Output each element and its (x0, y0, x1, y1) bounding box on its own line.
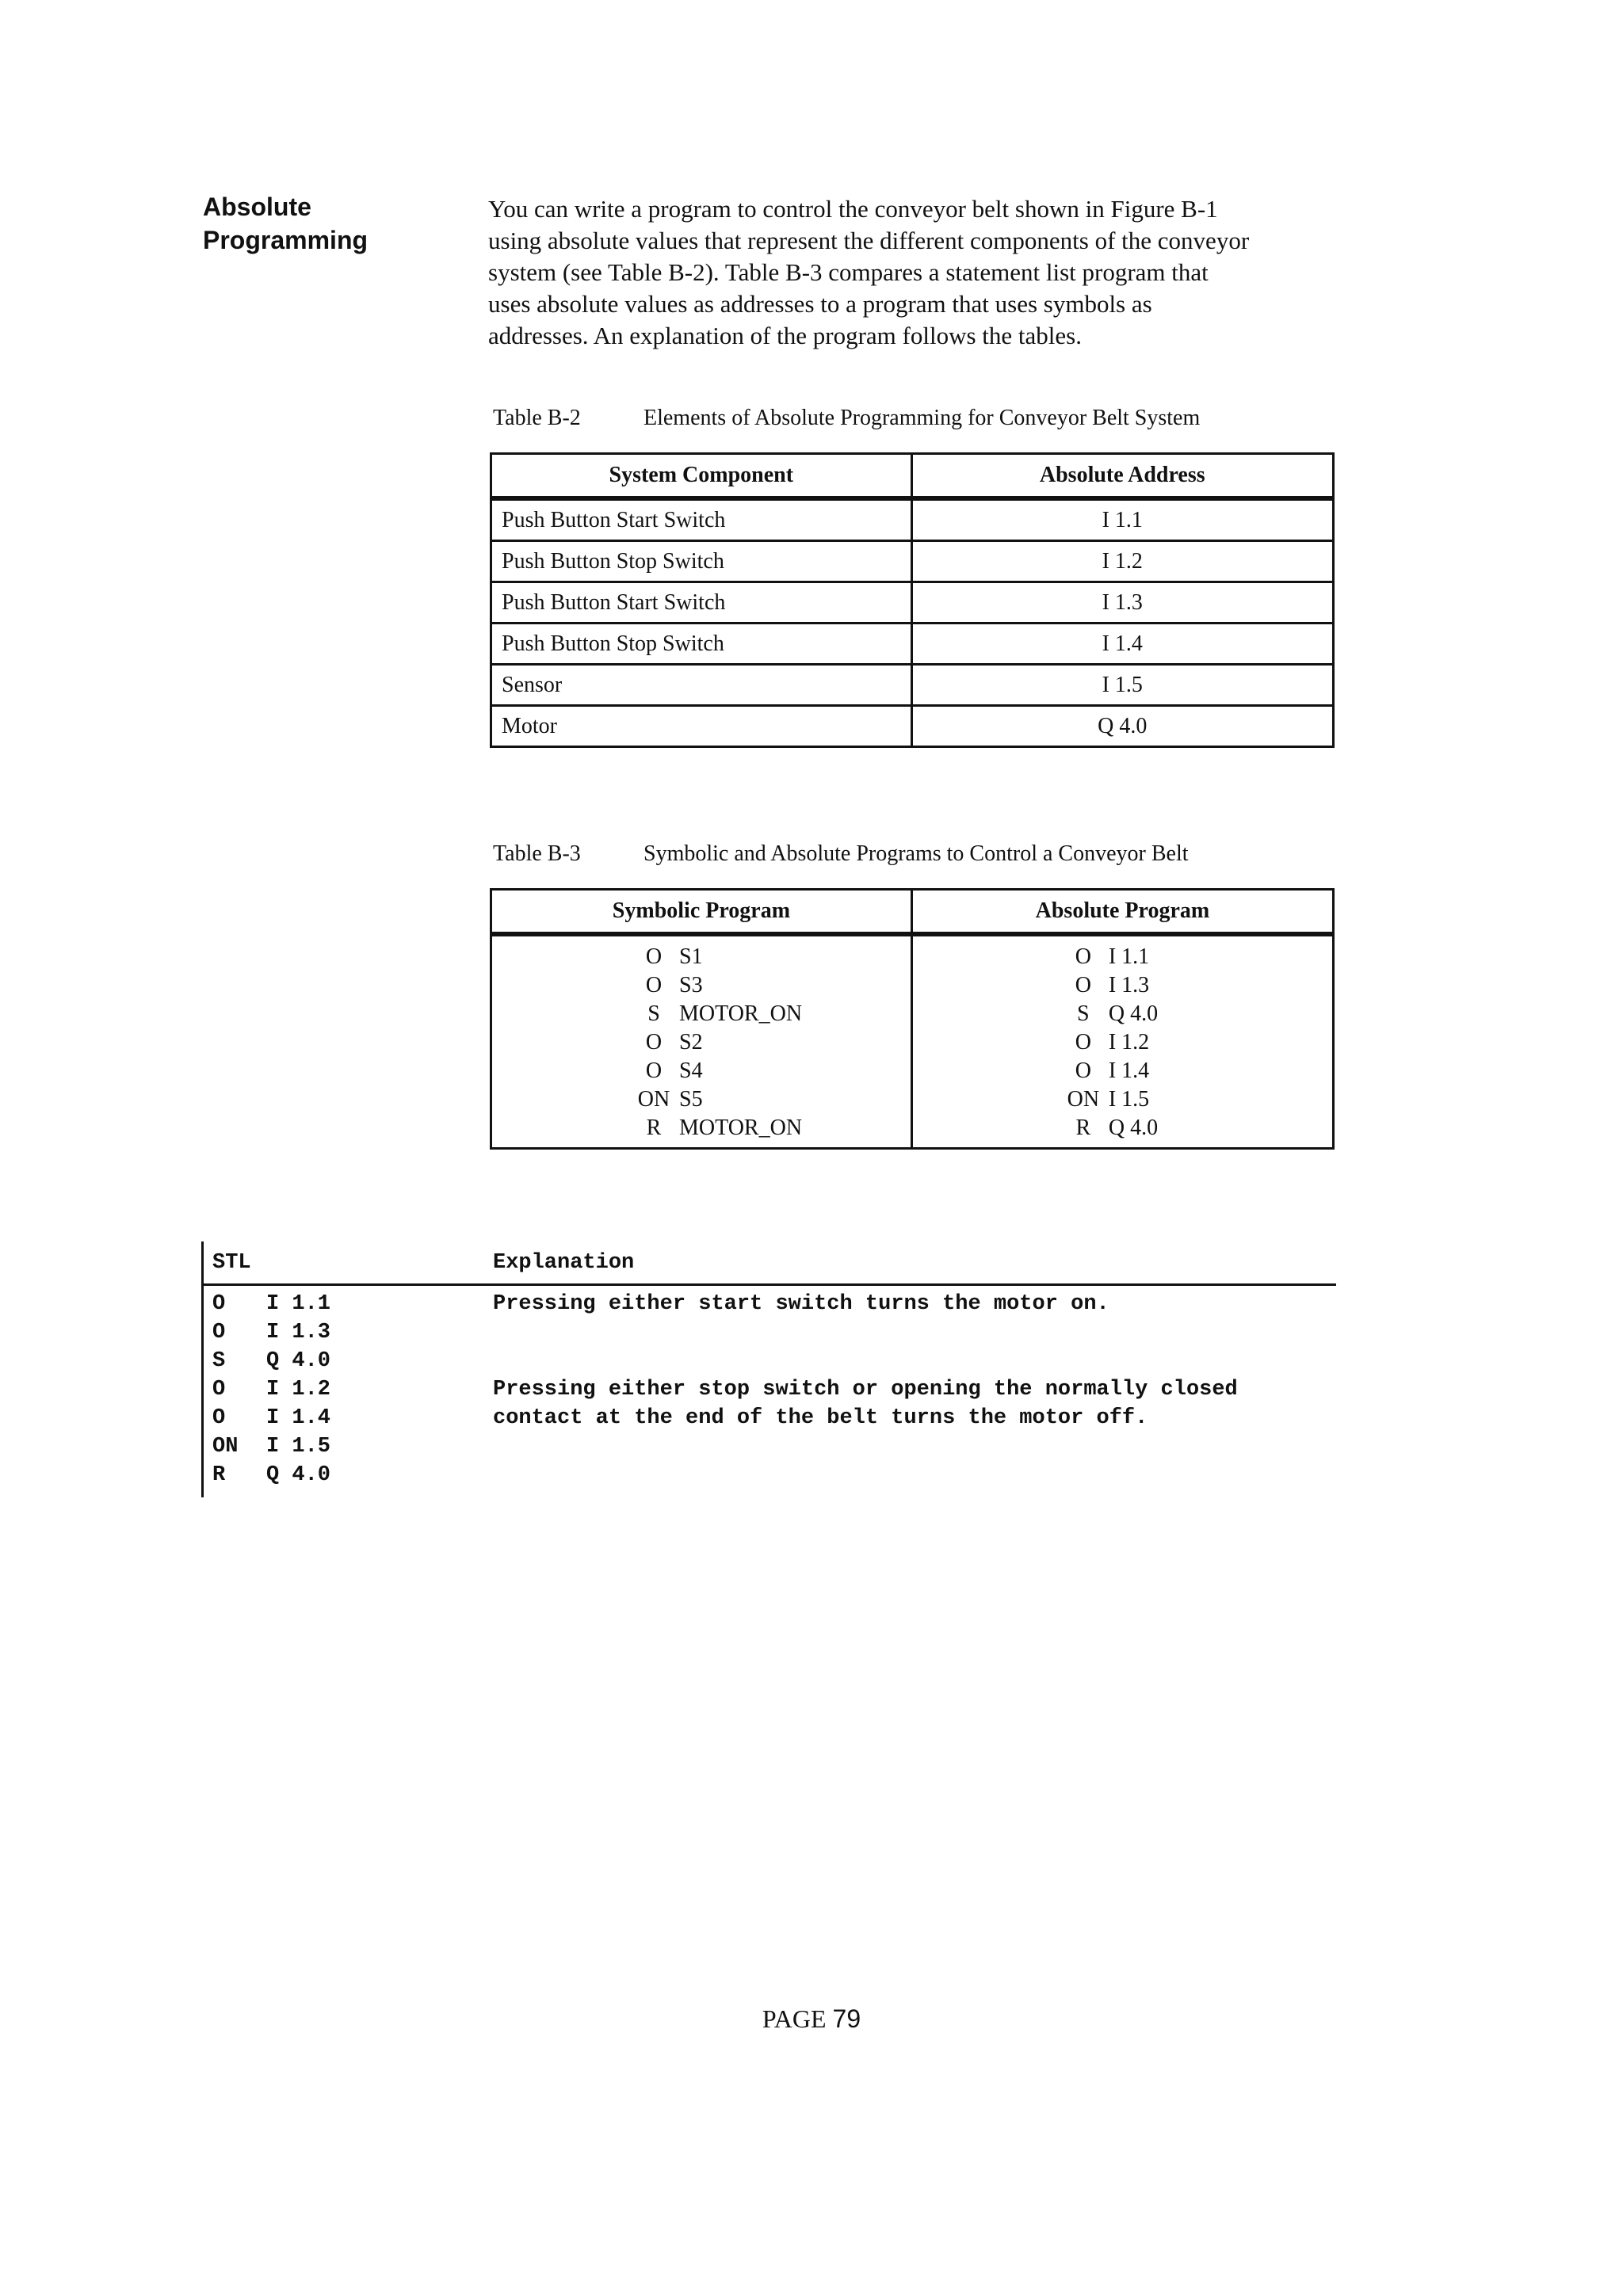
explanation-text: Pressing either stop switch or opening the normally closed (493, 1378, 1238, 1402)
table-b3-number: Table B-3 (493, 841, 581, 866)
system-component-cell: Push Button Start Switch (491, 582, 912, 624)
column-header: Absolute Address (911, 454, 1333, 499)
absolute-program-cell (911, 934, 1333, 1149)
absolute-address-cell: I 1.1 (911, 498, 1333, 541)
table-header-row (491, 890, 1334, 935)
program-line: O S2 (645, 1030, 703, 1055)
program-line: S MOTOR_ON (647, 1001, 803, 1026)
program-line: O I 1.2 (1075, 1030, 1150, 1055)
program-line: O I 1.3 (1075, 973, 1150, 997)
page-number-value: 79 (832, 2004, 861, 2033)
section-heading (203, 190, 368, 257)
program-line: R Q 4.0 (1075, 1116, 1159, 1140)
system-component-cell: Sensor (491, 665, 912, 706)
table-row (491, 582, 1334, 624)
explanation-text: contact at the end of the belt turns the motor off. (493, 1406, 1148, 1430)
page-label: PAGE (762, 2004, 827, 2033)
stl-line: ON I 1.5 (212, 1435, 331, 1459)
system-component-cell: Push Button Stop Switch (491, 541, 912, 582)
table-row (491, 624, 1334, 665)
table-row (491, 934, 1334, 1149)
stl-line: O I 1.1 (212, 1292, 331, 1316)
section-heading-line-1: Absolute (203, 193, 311, 221)
stl-line: R Q 4.0 (212, 1463, 331, 1487)
stl-line: S Q 4.0 (212, 1349, 331, 1373)
absolute-address-cell: I 1.2 (911, 541, 1333, 582)
table-row (491, 706, 1334, 747)
table-b3-caption (493, 841, 1189, 867)
explanation-text: Pressing either start switch turns the motor on. (493, 1292, 1109, 1316)
program-line: O S4 (645, 1058, 703, 1083)
program-line: ON I 1.5 (1067, 1087, 1150, 1112)
intro-line: uses absolute values as addresses to a program that uses symbols as (488, 290, 1152, 318)
section-heading-line-2: Programming (203, 226, 369, 254)
stl-header: STL (212, 1251, 251, 1275)
stl-line: O I 1.2 (212, 1378, 331, 1402)
system-component-cell: Motor (491, 706, 912, 747)
table-b2-caption (493, 406, 1200, 431)
program-line: O I 1.1 (1075, 944, 1150, 969)
table-b2 (490, 452, 1335, 748)
program-line: ON S5 (637, 1087, 703, 1112)
table-b3 (490, 888, 1335, 1150)
explanation-header: Explanation (493, 1251, 635, 1275)
program-line: O S1 (645, 944, 703, 969)
table-row (491, 665, 1334, 706)
page-number (0, 2004, 1623, 2034)
table-b3-title: Symbolic and Absolute Programs to Control a Conveyor Belt (643, 841, 1189, 866)
program-line: R MOTOR_ON (646, 1116, 803, 1140)
program-line: O S3 (645, 973, 703, 997)
intro-line: addresses. An explanation of the program follows the tables. (488, 322, 1082, 349)
symbolic-program-cell (491, 934, 912, 1149)
absolute-address-cell: Q 4.0 (911, 706, 1333, 747)
stl-header-rule (201, 1283, 1336, 1286)
stl-line: O I 1.4 (212, 1406, 331, 1430)
intro-paragraph (488, 193, 1328, 352)
intro-line: You can write a program to control the conveyor belt shown in Figure B-1 (488, 195, 1218, 223)
table-row (491, 541, 1334, 582)
stl-line: O I 1.3 (212, 1321, 331, 1344)
table-row (491, 498, 1334, 541)
column-header: Symbolic Program (491, 890, 912, 935)
program-line: O I 1.4 (1075, 1058, 1150, 1083)
intro-line: system (see Table B-2). Table B-3 compares a statement list program that (488, 258, 1209, 286)
absolute-address-cell: I 1.4 (911, 624, 1333, 665)
stl-left-rule (201, 1241, 204, 1497)
absolute-address-cell: I 1.3 (911, 582, 1333, 624)
program-line: S Q 4.0 (1077, 1001, 1159, 1026)
system-component-cell: Push Button Stop Switch (491, 624, 912, 665)
absolute-address-cell: I 1.5 (911, 665, 1333, 706)
table-b2-title: Elements of Absolute Programming for Conveyor Belt System (643, 406, 1201, 430)
column-header: Absolute Program (911, 890, 1333, 935)
column-header: System Component (491, 454, 912, 499)
intro-line: using absolute values that represent the different components of the conveyor (488, 227, 1250, 254)
system-component-cell: Push Button Start Switch (491, 498, 912, 541)
table-header-row (491, 454, 1334, 499)
table-b2-number: Table B-2 (493, 406, 581, 430)
